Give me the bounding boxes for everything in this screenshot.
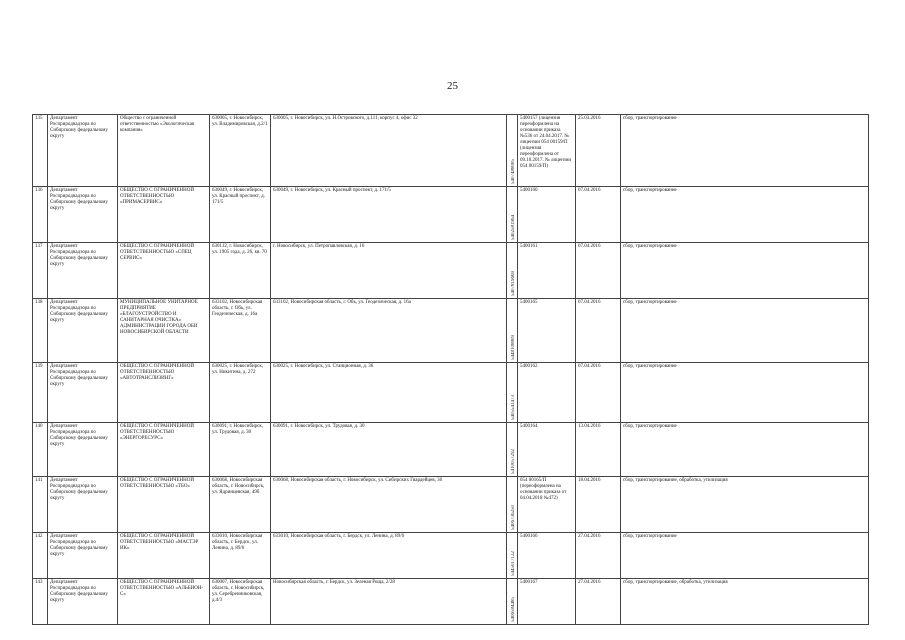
- organization-name: ОБЩЕСТВО С ОГРАНИЧЕННОЙ ОТВЕТСТВЕННОСТЬЮ «ЭНЕРГОРЕСУРС»: [120, 424, 194, 441]
- activity-address: 633102, Новосибирская область, г. Обь, ул. Геодезическая, д. 16а: [273, 300, 411, 305]
- licensing-authority: Департамент Росприроднадзора по Сибирскому федеральному округу: [50, 300, 108, 323]
- license-number: 5400161: [520, 244, 538, 249]
- activity-type-cell: [621, 579, 869, 625]
- license-date: 27.04.2016: [578, 580, 601, 585]
- organization-name: ОБЩЕСТВО С ОГРАНИЧЕННОЙ ОТВЕТСТВЕННОСТЬЮ «СПЕЦ СЕРВИС»: [120, 244, 194, 261]
- organization-name: ОБЩЕСТВО С ОГРАНИЧЕННОЙ ОТВЕТСТВЕННОСТЬЮ «ПРИМАСЕРВИС»: [120, 188, 194, 205]
- licensing-authority: Департамент Росприроднадзора по Сибирскому федеральному округу: [50, 478, 108, 501]
- legal-address: 630005, г. Новосибирск, ул. Владимировская, д.2/1: [212, 116, 268, 127]
- activity-address-cell: [271, 243, 507, 299]
- organization-name: ОБЩЕСТВО С ОГРАНИЧЕННОЙ ОТВЕТСТВЕННОСТЬЮ «МАСТЭР ИК»: [120, 534, 199, 551]
- licensing-authority: Департамент Росприроднадзора по Сибирскому федеральному округу: [50, 116, 108, 139]
- date-cell: [576, 187, 621, 243]
- license-cell: [518, 115, 576, 187]
- table-row: [33, 243, 869, 299]
- activity-type-cell: [621, 299, 869, 363]
- license-cell: [518, 533, 576, 579]
- row-number: 141: [35, 478, 43, 483]
- table-row: [33, 423, 869, 477]
- inn-number: 5406736250: [511, 505, 516, 530]
- legal-address: 630025, г. Новосибирск, ул. Никитина, д. 272: [212, 364, 264, 375]
- date-cell: [576, 243, 621, 299]
- inn-cell: [507, 423, 518, 477]
- activity-address: 630049, г. Новосибирск, ул. Красный проспект, д. 171/5: [273, 188, 391, 193]
- activity-type-cell: [621, 187, 869, 243]
- license-registry-table: [32, 114, 869, 625]
- activity-type: сбор, транспортирование: [623, 300, 677, 305]
- authority-cell: [48, 423, 118, 477]
- license-cell: [518, 299, 576, 363]
- inn-number: 5445017122: [511, 551, 516, 576]
- row-number-cell: [33, 363, 48, 423]
- legal-address-cell: [210, 423, 271, 477]
- organization-name: ОБЩЕСТВО С ОГРАНИЧЕННОЙ ОТВЕТСТВЕННОСТЬЮ «АВТОТРАНСЛИЗИНГ»: [120, 364, 194, 381]
- inn-cell: [507, 477, 518, 533]
- inn-cell: [507, 243, 518, 299]
- inn-number: 5407819669: [511, 271, 516, 296]
- organization-cell: [118, 363, 210, 423]
- organization-cell: [118, 243, 210, 299]
- legal-address-cell: [210, 115, 271, 187]
- legal-address: 633102, Новосибирская область, г. Обь, ул. Геодезическая, д. 16а: [212, 300, 263, 317]
- license-date: 07.04.2016: [578, 364, 601, 369]
- license-date: 07.04.2016: [578, 244, 601, 249]
- activity-address: 630005, г. Новосибирск, ул. Н.Островского, д.111, корпус 4, офис 32: [273, 116, 418, 121]
- activity-address-cell: [271, 579, 507, 625]
- date-cell: [576, 533, 621, 579]
- license-date: 07.04.2016: [578, 188, 601, 193]
- activity-type: сбор, транспортирование: [623, 116, 677, 121]
- authority-cell: [48, 579, 118, 625]
- license-date: 13.04.2016: [578, 424, 601, 429]
- legal-address-cell: [210, 579, 271, 625]
- table-row: [33, 115, 869, 187]
- organization-cell: [118, 299, 210, 363]
- date-cell: [576, 363, 621, 423]
- inn-number: 5406584485: [511, 597, 516, 622]
- table-row: [33, 533, 869, 579]
- license-number: 5400164: [520, 424, 538, 429]
- activity-address-cell: [271, 533, 507, 579]
- activity-type-cell: [621, 533, 869, 579]
- organization-name: Общество с ограниченной ответственностью «Экологическая компания»: [120, 116, 195, 133]
- date-cell: [576, 477, 621, 533]
- legal-address: 630049, г. Новосибирск, ул. Красный проспект, д. 171/5: [212, 188, 265, 205]
- inn-cell: [507, 363, 518, 423]
- legal-address: 633010, Новосибирская область, г. Бердск, ул. Ленина, д. 89/6: [212, 534, 263, 551]
- activity-type-cell: [621, 115, 869, 187]
- row-number: 140: [35, 424, 43, 429]
- activity-type: сбор, транспортирование: [623, 424, 677, 429]
- authority-cell: [48, 477, 118, 533]
- license-cell: [518, 579, 576, 625]
- activity-address-cell: [271, 477, 507, 533]
- table-row: [33, 299, 869, 363]
- row-number: 136: [35, 188, 43, 193]
- organization-cell: [118, 477, 210, 533]
- row-number: 142: [35, 534, 43, 539]
- table-body: [33, 115, 869, 625]
- inn-number: 5448108809: [511, 335, 516, 360]
- license-cell: [518, 187, 576, 243]
- authority-cell: [48, 187, 118, 243]
- table-row: [33, 477, 869, 533]
- activity-type: сбор, транспортирование: [623, 364, 677, 369]
- inn-cell: [507, 115, 518, 187]
- organization-name: ОБЩЕСТВО С ОГРАНИЧЕННОЙ ОТВЕТСТВЕННОСТЬЮ «ТБО»: [120, 478, 194, 489]
- row-number: 143: [35, 580, 43, 585]
- license-date: 07.04.2016: [578, 300, 601, 305]
- row-number-cell: [33, 579, 48, 625]
- licensing-authority: Департамент Росприроднадзора по Сибирскому федеральному округу: [50, 188, 108, 211]
- organization-cell: [118, 533, 210, 579]
- legal-address: 630091, г. Новосибирск, ул. Трудовая, д. 30: [212, 424, 264, 435]
- activity-type: сбор, транспортирование: [623, 188, 677, 193]
- authority-cell: [48, 299, 118, 363]
- legal-address: 630007, Новосибирская область, г. Новосибирск, ул. Серебренниковская, д.4/3: [212, 580, 265, 603]
- license-number: 5400166: [520, 534, 538, 539]
- organization-cell: [118, 115, 210, 187]
- row-number-cell: [33, 477, 48, 533]
- licensing-authority: Департамент Росприроднадзора по Сибирскому федеральному округу: [50, 534, 108, 557]
- date-cell: [576, 579, 621, 625]
- inn-cell: [507, 579, 518, 625]
- organization-cell: [118, 423, 210, 477]
- inn-cell: [507, 299, 518, 363]
- license-date: 27.04.2016: [578, 534, 601, 539]
- legal-address-cell: [210, 363, 271, 423]
- inn-number: 5405541473: [511, 395, 516, 420]
- row-number: 139: [35, 364, 43, 369]
- activity-address: 630025, г. Новосибирск, ул. Станционная, д. 36: [273, 364, 374, 369]
- date-cell: [576, 423, 621, 477]
- row-number-cell: [33, 423, 48, 477]
- activity-type: сбор, транспортирование: [623, 244, 677, 249]
- legal-address-cell: [210, 533, 271, 579]
- inn-number: 5402581964: [511, 215, 516, 240]
- table-row: [33, 363, 869, 423]
- licensing-authority: Департамент Росприроднадзора по Сибирскому федеральному округу: [50, 580, 108, 603]
- license-number: 5400167: [520, 580, 538, 585]
- activity-address: г. Новосибирск, ул. Петропавловская, д. 16: [273, 244, 365, 249]
- row-number-cell: [33, 299, 48, 363]
- licensing-authority: Департамент Росприроднадзора по Сибирскому федеральному округу: [50, 244, 108, 267]
- inn-number: 5407488085: [511, 159, 516, 184]
- organization-name: ОБЩЕСТВО С ОГРАНИЧЕННОЙ ОТВЕТСТВЕННОСТЬЮ «АЛЬБИОН-С»: [120, 580, 204, 597]
- license-cell: [518, 363, 576, 423]
- activity-type-cell: [621, 477, 869, 533]
- row-number-cell: [33, 533, 48, 579]
- inn-cell: [507, 533, 518, 579]
- row-number: 135: [35, 116, 43, 121]
- authority-cell: [48, 243, 118, 299]
- license-cell: [518, 477, 576, 533]
- legal-address-cell: [210, 243, 271, 299]
- activity-address: 633010, Новосибирская область, г. Бердск, ул. Ленина, д. 89/6: [273, 534, 405, 539]
- authority-cell: [48, 115, 118, 187]
- organization-name: МУНИЦИПАЛЬНОЕ УНИТАРНОЕ ПРЕДПРИЯТИЕ «БЛАГОУСТРОЙСТВО И САНИТАРНАЯ ОЧИСТКА» АДМИНИСТРАЦИИ ГОРОДА ОБИ НОВОСИБИРСКОЙ ОБЛАСТИ: [120, 300, 198, 335]
- legal-address-cell: [210, 299, 271, 363]
- legal-address-cell: [210, 187, 271, 243]
- page-number: 25: [447, 80, 458, 92]
- activity-type-cell: [621, 243, 869, 299]
- row-number-cell: [33, 187, 48, 243]
- license-number: 5400165: [520, 300, 538, 305]
- organization-cell: [118, 187, 210, 243]
- activity-address: 630091, г. Новосибирск, ул. Трудовая, д. 30: [273, 424, 365, 429]
- license-cell: [518, 423, 576, 477]
- authority-cell: [48, 363, 118, 423]
- inn-number: 5410057292: [511, 449, 516, 474]
- row-number-cell: [33, 243, 48, 299]
- license-date: 18.04.2016: [578, 478, 601, 483]
- row-number: 138: [35, 300, 43, 305]
- license-number: 5400157 (лицензия переоформлена на основании приказа №536 от 24.04.2017. № лицензии 054 00159/П (лицензия переоформлена от 09.10.2017. № лицензии 054 00159/П): [520, 116, 572, 169]
- licensing-authority: Департамент Росприроднадзора по Сибирскому федеральному округу: [50, 424, 108, 447]
- license-cell: [518, 243, 576, 299]
- activity-type: сбор, транспортирование: [623, 534, 677, 539]
- activity-type-cell: [621, 423, 869, 477]
- activity-address: 630068, Новосибирская область, г. Новосибирск, ул. Сибирских Гвардейцев, 36: [273, 478, 443, 483]
- row-number: 137: [35, 244, 43, 249]
- activity-type: сбор, транспортирование, обработка, утилизация: [623, 478, 728, 483]
- activity-type-cell: [621, 363, 869, 423]
- activity-address-cell: [271, 299, 507, 363]
- license-number: 5400162: [520, 364, 538, 369]
- license-number: 5400160: [520, 188, 538, 193]
- activity-address-cell: [271, 115, 507, 187]
- table-row: [33, 579, 869, 625]
- inn-cell: [507, 187, 518, 243]
- activity-type: сбор, транспортирование, обработка, утилизация: [623, 580, 728, 585]
- date-cell: [576, 299, 621, 363]
- date-cell: [576, 115, 621, 187]
- legal-address: 630068, Новосибирская область, г. Новосибирск, ул. Ядринцевская, 49б: [212, 478, 265, 495]
- activity-address-cell: [271, 423, 507, 477]
- license-number: 054 00165/П (переоформлена на основании приказа от 04.04.2018 №472): [520, 478, 567, 501]
- organization-cell: [118, 579, 210, 625]
- legal-address-cell: [210, 477, 271, 533]
- legal-address: 630112, г. Новосибирск, ул. 1905 года, д. 26, кв. 70: [212, 244, 267, 255]
- row-number-cell: [33, 115, 48, 187]
- authority-cell: [48, 533, 118, 579]
- activity-address-cell: [271, 363, 507, 423]
- table-row: [33, 187, 869, 243]
- activity-address-cell: [271, 187, 507, 243]
- activity-address: Новосибирская область, г. Бердск, ул. Зеленая Роща, 2/28: [273, 580, 395, 585]
- license-date: 25.03.2016: [578, 116, 601, 121]
- licensing-authority: Департамент Росприроднадзора по Сибирскому федеральному округу: [50, 364, 108, 387]
